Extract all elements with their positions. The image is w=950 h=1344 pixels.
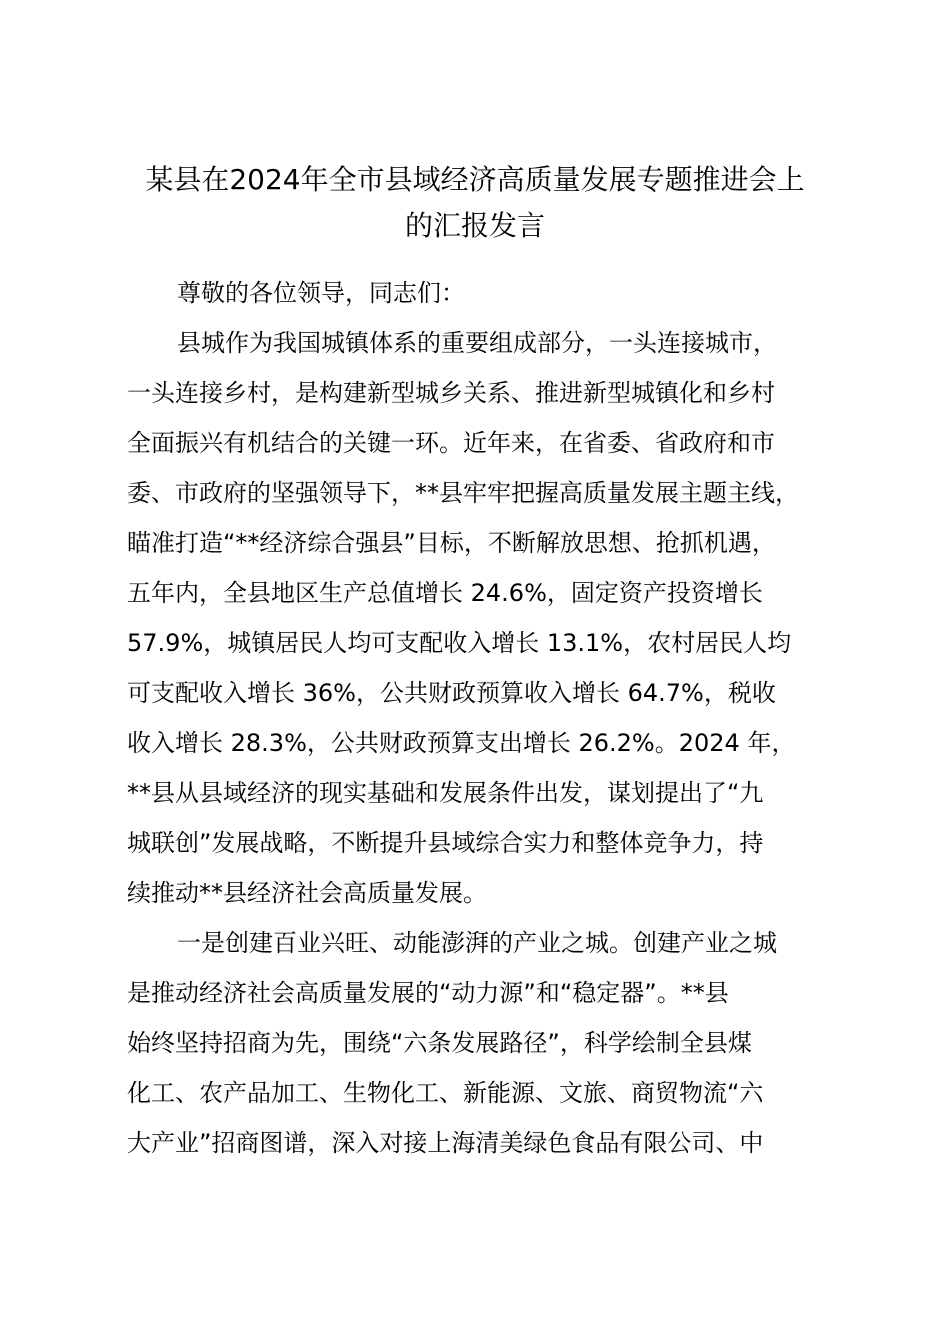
paragraph-line: 收入增长 28.3%，公共财政预算支出增长 26.2%。2024 年， <box>127 729 796 757</box>
paragraph-line: 一头连接乡村，是构建新型城乡关系、推进新型城镇化和乡村 <box>127 379 775 407</box>
paragraph-line: 县城作为我国城镇体系的重要组成部分，一头连接城市， <box>177 329 777 357</box>
paragraph-2 <box>127 918 867 1168</box>
title-line: 的汇报发言 <box>404 209 545 242</box>
paragraph-line: 五年内，全县地区生产总值增长 24.6%，固定资产投资增长 <box>127 579 763 607</box>
paragraph-line: 城联创”发展战略，不断提升县域综合实力和整体竞争力，持 <box>127 829 764 857</box>
paragraph-line: 全面振兴有机结合的关键一环。近年来，在省委、省政府和市 <box>127 429 775 457</box>
paragraph-line: 可支配收入增长 36%，公共财政预算收入增长 64.7%，税收 <box>127 679 776 707</box>
paragraph-line: 委、市政府的坚强领导下，**县牢牢把握高质量发展主题主线， <box>127 479 799 507</box>
paragraph-line: 57.9%，城镇居民人均可支配收入增长 13.1%，农村居民人均 <box>127 629 792 657</box>
salutation: 尊敬的各位领导，同志们： <box>177 279 465 307</box>
title-line: 某县在2024年全市县域经济高质量发展专题推进会上 <box>145 163 805 196</box>
paragraph-1 <box>127 318 867 918</box>
paragraph-line: 始终坚持招商为先，围绕“六条发展路径”，科学绘制全县煤 <box>127 1029 752 1057</box>
document-title <box>100 157 850 249</box>
paragraph-line: 续推动**县经济社会高质量发展。 <box>127 879 487 907</box>
paragraph-line: 是推动经济社会高质量发展的“动力源”和“稳定器”。**县 <box>127 979 729 1007</box>
paragraph-line: 大产业”招商图谱，深入对接上海清美绿色食品有限公司、中 <box>127 1129 764 1157</box>
document-body <box>127 268 867 1168</box>
paragraph-line: **县从县域经济的现实基础和发展条件出发，谋划提出了“九 <box>127 779 764 807</box>
paragraph-line: 一是创建百业兴旺、动能澎湃的产业之城。创建产业之城 <box>177 929 777 957</box>
paragraph-line: 瞄准打造“**经济综合强县”目标，不断解放思想、抢抓机遇， <box>127 529 776 557</box>
paragraph-line: 化工、农产品加工、生物化工、新能源、文旅、商贸物流“六 <box>127 1079 764 1107</box>
